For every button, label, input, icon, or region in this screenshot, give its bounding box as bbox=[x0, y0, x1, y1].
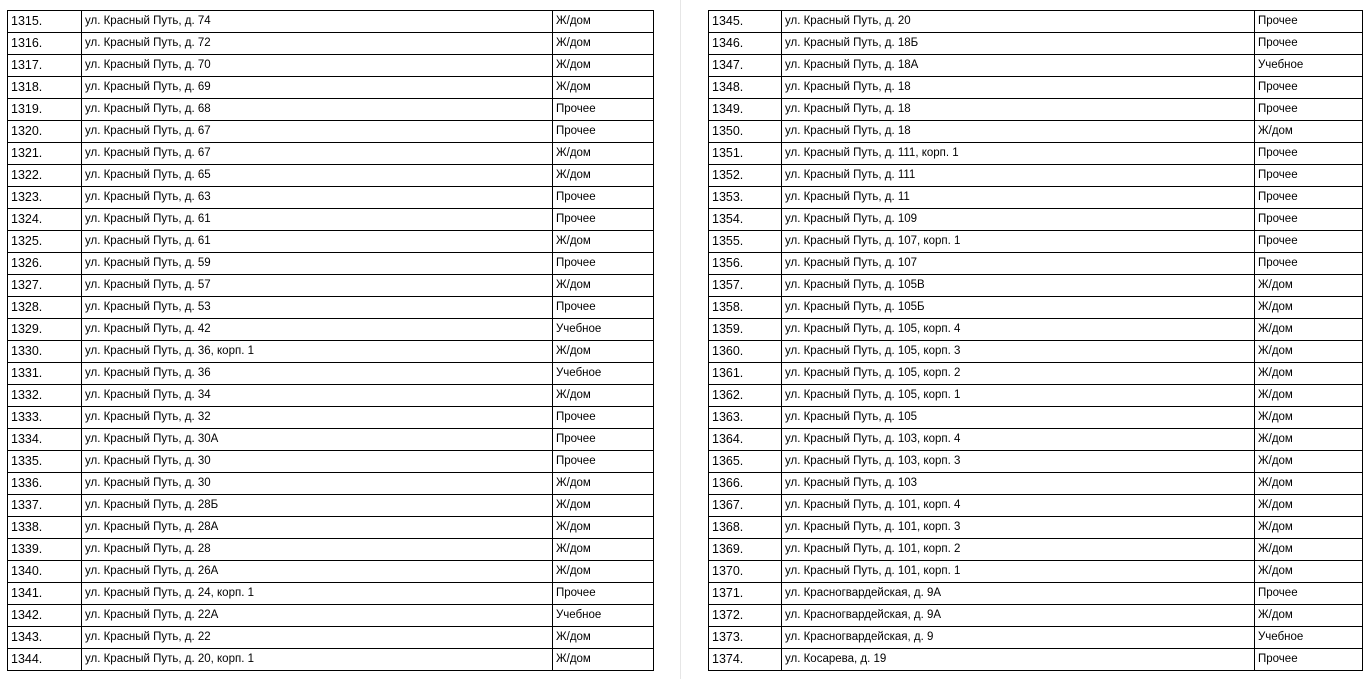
row-number-cell: 1353. bbox=[709, 187, 782, 209]
table-row bbox=[709, 11, 1363, 33]
table-row bbox=[709, 583, 1363, 605]
address-cell: ул. Красный Путь, д. 111, корп. 1 bbox=[782, 143, 1255, 165]
address-cell: ул. Красный Путь, д. 32 bbox=[82, 407, 553, 429]
table-body bbox=[709, 11, 1363, 671]
row-number-cell: 1370. bbox=[709, 561, 782, 583]
address-cell: ул. Красный Путь, д. 107 bbox=[782, 253, 1255, 275]
table-row bbox=[8, 275, 654, 297]
row-number-cell: 1322. bbox=[8, 165, 82, 187]
address-cell: ул. Красный Путь, д. 28Б bbox=[82, 495, 553, 517]
building-type-cell: Ж/дом bbox=[1255, 275, 1363, 297]
table-row bbox=[8, 121, 654, 143]
row-number-cell: 1345. bbox=[709, 11, 782, 33]
table-row bbox=[709, 319, 1363, 341]
address-cell: ул. Красногвардейская, д. 9 bbox=[782, 627, 1255, 649]
table-row bbox=[8, 473, 654, 495]
address-cell: ул. Красный Путь, д. 22 bbox=[82, 627, 553, 649]
building-type-cell: Прочее bbox=[1255, 231, 1363, 253]
row-number-cell: 1356. bbox=[709, 253, 782, 275]
building-type-cell: Прочее bbox=[553, 253, 654, 275]
address-cell: ул. Красный Путь, д. 30А bbox=[82, 429, 553, 451]
address-cell: ул. Красный Путь, д. 63 bbox=[82, 187, 553, 209]
address-cell: ул. Красный Путь, д. 70 bbox=[82, 55, 553, 77]
building-type-cell: Прочее bbox=[1255, 143, 1363, 165]
row-number-cell: 1343. bbox=[8, 627, 82, 649]
building-type-cell: Ж/дом bbox=[553, 561, 654, 583]
address-cell: ул. Красный Путь, д. 105В bbox=[782, 275, 1255, 297]
building-type-cell: Ж/дом bbox=[553, 55, 654, 77]
address-cell: ул. Красный Путь, д. 103 bbox=[782, 473, 1255, 495]
building-type-cell: Ж/дом bbox=[553, 231, 654, 253]
building-type-cell: Прочее bbox=[1255, 583, 1363, 605]
row-number-cell: 1358. bbox=[709, 297, 782, 319]
row-number-cell: 1328. bbox=[8, 297, 82, 319]
address-cell: ул. Красный Путь, д. 24, корп. 1 bbox=[82, 583, 553, 605]
row-number-cell: 1359. bbox=[709, 319, 782, 341]
table-row bbox=[8, 33, 654, 55]
row-number-cell: 1339. bbox=[8, 539, 82, 561]
building-type-cell: Ж/дом bbox=[1255, 363, 1363, 385]
building-type-cell: Ж/дом bbox=[1255, 429, 1363, 451]
row-number-cell: 1316. bbox=[8, 33, 82, 55]
table-row bbox=[709, 385, 1363, 407]
building-type-cell: Ж/дом bbox=[1255, 297, 1363, 319]
building-type-cell: Прочее bbox=[553, 451, 654, 473]
building-type-cell: Ж/дом bbox=[1255, 495, 1363, 517]
table-body bbox=[8, 11, 654, 671]
building-type-cell: Учебное bbox=[553, 605, 654, 627]
table-row bbox=[709, 407, 1363, 429]
row-number-cell: 1340. bbox=[8, 561, 82, 583]
address-cell: ул. Красный Путь, д. 36 bbox=[82, 363, 553, 385]
building-type-cell: Ж/дом bbox=[1255, 473, 1363, 495]
address-cell: ул. Красный Путь, д. 18 bbox=[782, 77, 1255, 99]
row-number-cell: 1341. bbox=[8, 583, 82, 605]
table-row bbox=[709, 539, 1363, 561]
address-cell: ул. Красный Путь, д. 103, корп. 4 bbox=[782, 429, 1255, 451]
row-number-cell: 1330. bbox=[8, 341, 82, 363]
table-row bbox=[709, 429, 1363, 451]
row-number-cell: 1335. bbox=[8, 451, 82, 473]
address-cell: ул. Красный Путь, д. 65 bbox=[82, 165, 553, 187]
address-cell: ул. Красный Путь, д. 105, корп. 3 bbox=[782, 341, 1255, 363]
row-number-cell: 1366. bbox=[709, 473, 782, 495]
building-type-cell: Ж/дом bbox=[1255, 385, 1363, 407]
table-row bbox=[709, 253, 1363, 275]
table-row bbox=[709, 33, 1363, 55]
table-row bbox=[8, 363, 654, 385]
building-type-cell: Ж/дом bbox=[553, 33, 654, 55]
address-cell: ул. Красный Путь, д. 26А bbox=[82, 561, 553, 583]
table-row bbox=[709, 363, 1363, 385]
table-row bbox=[709, 495, 1363, 517]
table-row bbox=[709, 561, 1363, 583]
address-cell: ул. Красный Путь, д. 30 bbox=[82, 451, 553, 473]
building-type-cell: Прочее bbox=[553, 407, 654, 429]
table-row bbox=[8, 385, 654, 407]
table-row bbox=[709, 605, 1363, 627]
table-row bbox=[8, 627, 654, 649]
table-row bbox=[709, 121, 1363, 143]
building-type-cell: Учебное bbox=[1255, 627, 1363, 649]
building-type-cell: Прочее bbox=[1255, 187, 1363, 209]
row-number-cell: 1365. bbox=[709, 451, 782, 473]
table-row bbox=[8, 561, 654, 583]
address-cell: ул. Красный Путь, д. 28 bbox=[82, 539, 553, 561]
row-number-cell: 1362. bbox=[709, 385, 782, 407]
row-number-cell: 1319. bbox=[8, 99, 82, 121]
address-cell: ул. Красный Путь, д. 22А bbox=[82, 605, 553, 627]
address-cell: ул. Красный Путь, д. 105, корп. 2 bbox=[782, 363, 1255, 385]
building-type-cell: Прочее bbox=[1255, 209, 1363, 231]
table-row bbox=[709, 649, 1363, 671]
table-row bbox=[8, 165, 654, 187]
building-type-cell: Прочее bbox=[553, 187, 654, 209]
building-type-cell: Учебное bbox=[553, 363, 654, 385]
building-type-cell: Прочее bbox=[553, 99, 654, 121]
address-cell: ул. Красный Путь, д. 72 bbox=[82, 33, 553, 55]
address-cell: ул. Красный Путь, д. 18А bbox=[782, 55, 1255, 77]
row-number-cell: 1324. bbox=[8, 209, 82, 231]
building-type-cell: Прочее bbox=[1255, 99, 1363, 121]
address-cell: ул. Красный Путь, д. 61 bbox=[82, 209, 553, 231]
address-cell: ул. Красный Путь, д. 53 bbox=[82, 297, 553, 319]
address-cell: ул. Красный Путь, д. 105, корп. 1 bbox=[782, 385, 1255, 407]
address-table-right bbox=[708, 10, 1363, 671]
table-row bbox=[8, 253, 654, 275]
building-type-cell: Прочее bbox=[553, 297, 654, 319]
table-row bbox=[8, 407, 654, 429]
address-cell: ул. Красный Путь, д. 101, корп. 3 bbox=[782, 517, 1255, 539]
row-number-cell: 1361. bbox=[709, 363, 782, 385]
page-separator bbox=[680, 0, 681, 679]
row-number-cell: 1369. bbox=[709, 539, 782, 561]
table-row bbox=[709, 341, 1363, 363]
building-type-cell: Ж/дом bbox=[553, 165, 654, 187]
building-type-cell: Прочее bbox=[1255, 253, 1363, 275]
address-cell: ул. Красный Путь, д. 42 bbox=[82, 319, 553, 341]
table-row bbox=[8, 605, 654, 627]
row-number-cell: 1357. bbox=[709, 275, 782, 297]
row-number-cell: 1372. bbox=[709, 605, 782, 627]
row-number-cell: 1333. bbox=[8, 407, 82, 429]
address-cell: ул. Косарева, д. 19 bbox=[782, 649, 1255, 671]
row-number-cell: 1344. bbox=[8, 649, 82, 671]
building-type-cell: Ж/дом bbox=[553, 143, 654, 165]
building-type-cell: Прочее bbox=[553, 583, 654, 605]
table-row bbox=[8, 451, 654, 473]
address-cell: ул. Красный Путь, д. 20, корп. 1 bbox=[82, 649, 553, 671]
table-row bbox=[709, 297, 1363, 319]
building-type-cell: Прочее bbox=[553, 121, 654, 143]
address-cell: ул. Красный Путь, д. 57 bbox=[82, 275, 553, 297]
row-number-cell: 1374. bbox=[709, 649, 782, 671]
building-type-cell: Ж/дом bbox=[1255, 341, 1363, 363]
row-number-cell: 1334. bbox=[8, 429, 82, 451]
table-row bbox=[8, 539, 654, 561]
table-row bbox=[8, 517, 654, 539]
address-cell: ул. Красный Путь, д. 28А bbox=[82, 517, 553, 539]
row-number-cell: 1373. bbox=[709, 627, 782, 649]
table-row bbox=[709, 517, 1363, 539]
building-type-cell: Ж/дом bbox=[553, 275, 654, 297]
building-type-cell: Ж/дом bbox=[553, 473, 654, 495]
address-cell: ул. Красный Путь, д. 18Б bbox=[782, 33, 1255, 55]
address-cell: ул. Красный Путь, д. 67 bbox=[82, 121, 553, 143]
address-cell: ул. Красный Путь, д. 18 bbox=[782, 121, 1255, 143]
table-row bbox=[8, 297, 654, 319]
building-type-cell: Прочее bbox=[1255, 33, 1363, 55]
building-type-cell: Ж/дом bbox=[1255, 605, 1363, 627]
row-number-cell: 1368. bbox=[709, 517, 782, 539]
address-cell: ул. Красногвардейская, д. 9А bbox=[782, 605, 1255, 627]
address-cell: ул. Красный Путь, д. 111 bbox=[782, 165, 1255, 187]
building-type-cell: Ж/дом bbox=[553, 77, 654, 99]
address-cell: ул. Красный Путь, д. 107, корп. 1 bbox=[782, 231, 1255, 253]
row-number-cell: 1360. bbox=[709, 341, 782, 363]
table-row bbox=[8, 77, 654, 99]
building-type-cell: Прочее bbox=[1255, 11, 1363, 33]
table-row bbox=[709, 627, 1363, 649]
row-number-cell: 1352. bbox=[709, 165, 782, 187]
row-number-cell: 1349. bbox=[709, 99, 782, 121]
table-row bbox=[8, 55, 654, 77]
building-type-cell: Прочее bbox=[1255, 649, 1363, 671]
table-row bbox=[709, 165, 1363, 187]
address-cell: ул. Красный Путь, д. 20 bbox=[782, 11, 1255, 33]
row-number-cell: 1367. bbox=[709, 495, 782, 517]
row-number-cell: 1355. bbox=[709, 231, 782, 253]
row-number-cell: 1329. bbox=[8, 319, 82, 341]
address-cell: ул. Красногвардейская, д. 9А bbox=[782, 583, 1255, 605]
address-cell: ул. Красный Путь, д. 105Б bbox=[782, 297, 1255, 319]
table-row bbox=[709, 473, 1363, 495]
row-number-cell: 1323. bbox=[8, 187, 82, 209]
building-type-cell: Ж/дом bbox=[1255, 121, 1363, 143]
row-number-cell: 1351. bbox=[709, 143, 782, 165]
address-cell: ул. Красный Путь, д. 101, корп. 4 bbox=[782, 495, 1255, 517]
building-type-cell: Ж/дом bbox=[1255, 539, 1363, 561]
row-number-cell: 1315. bbox=[8, 11, 82, 33]
row-number-cell: 1363. bbox=[709, 407, 782, 429]
row-number-cell: 1337. bbox=[8, 495, 82, 517]
table-row bbox=[709, 451, 1363, 473]
building-type-cell: Ж/дом bbox=[1255, 319, 1363, 341]
address-cell: ул. Красный Путь, д. 36, корп. 1 bbox=[82, 341, 553, 363]
row-number-cell: 1331. bbox=[8, 363, 82, 385]
row-number-cell: 1317. bbox=[8, 55, 82, 77]
table-row bbox=[709, 99, 1363, 121]
row-number-cell: 1342. bbox=[8, 605, 82, 627]
building-type-cell: Прочее bbox=[553, 429, 654, 451]
row-number-cell: 1326. bbox=[8, 253, 82, 275]
table-row bbox=[709, 209, 1363, 231]
address-cell: ул. Красный Путь, д. 101, корп. 2 bbox=[782, 539, 1255, 561]
address-cell: ул. Красный Путь, д. 30 bbox=[82, 473, 553, 495]
building-type-cell: Прочее bbox=[1255, 77, 1363, 99]
table-row bbox=[709, 275, 1363, 297]
table-row bbox=[8, 187, 654, 209]
building-type-cell: Ж/дом bbox=[553, 517, 654, 539]
row-number-cell: 1338. bbox=[8, 517, 82, 539]
table-row bbox=[8, 143, 654, 165]
table-row bbox=[8, 649, 654, 671]
address-cell: ул. Красный Путь, д. 105 bbox=[782, 407, 1255, 429]
address-cell: ул. Красный Путь, д. 59 bbox=[82, 253, 553, 275]
building-type-cell: Прочее bbox=[553, 209, 654, 231]
table-row bbox=[8, 319, 654, 341]
address-cell: ул. Красный Путь, д. 11 bbox=[782, 187, 1255, 209]
building-type-cell: Учебное bbox=[553, 319, 654, 341]
table-row bbox=[709, 55, 1363, 77]
table-row bbox=[8, 341, 654, 363]
address-cell: ул. Красный Путь, д. 34 bbox=[82, 385, 553, 407]
building-type-cell: Ж/дом bbox=[1255, 407, 1363, 429]
building-type-cell: Ж/дом bbox=[553, 341, 654, 363]
table-row bbox=[8, 99, 654, 121]
row-number-cell: 1347. bbox=[709, 55, 782, 77]
address-cell: ул. Красный Путь, д. 61 bbox=[82, 231, 553, 253]
table-row bbox=[709, 187, 1363, 209]
building-type-cell: Ж/дом bbox=[1255, 451, 1363, 473]
table-row bbox=[8, 209, 654, 231]
address-cell: ул. Красный Путь, д. 103, корп. 3 bbox=[782, 451, 1255, 473]
row-number-cell: 1320. bbox=[8, 121, 82, 143]
table-row bbox=[8, 583, 654, 605]
building-type-cell: Ж/дом bbox=[553, 649, 654, 671]
row-number-cell: 1318. bbox=[8, 77, 82, 99]
building-type-cell: Ж/дом bbox=[553, 539, 654, 561]
building-type-cell: Учебное bbox=[1255, 55, 1363, 77]
row-number-cell: 1327. bbox=[8, 275, 82, 297]
address-cell: ул. Красный Путь, д. 69 bbox=[82, 77, 553, 99]
table-row bbox=[709, 231, 1363, 253]
address-cell: ул. Красный Путь, д. 67 bbox=[82, 143, 553, 165]
address-cell: ул. Красный Путь, д. 74 bbox=[82, 11, 553, 33]
building-type-cell: Ж/дом bbox=[553, 495, 654, 517]
building-type-cell: Прочее bbox=[1255, 165, 1363, 187]
table-row bbox=[709, 143, 1363, 165]
row-number-cell: 1321. bbox=[8, 143, 82, 165]
row-number-cell: 1350. bbox=[709, 121, 782, 143]
table-row bbox=[8, 429, 654, 451]
building-type-cell: Ж/дом bbox=[553, 627, 654, 649]
address-cell: ул. Красный Путь, д. 18 bbox=[782, 99, 1255, 121]
row-number-cell: 1332. bbox=[8, 385, 82, 407]
building-type-cell: Ж/дом bbox=[553, 385, 654, 407]
row-number-cell: 1354. bbox=[709, 209, 782, 231]
address-cell: ул. Красный Путь, д. 109 bbox=[782, 209, 1255, 231]
address-cell: ул. Красный Путь, д. 68 bbox=[82, 99, 553, 121]
row-number-cell: 1371. bbox=[709, 583, 782, 605]
address-cell: ул. Красный Путь, д. 105, корп. 4 bbox=[782, 319, 1255, 341]
row-number-cell: 1346. bbox=[709, 33, 782, 55]
address-table-left bbox=[7, 10, 654, 671]
table-row bbox=[8, 231, 654, 253]
row-number-cell: 1325. bbox=[8, 231, 82, 253]
building-type-cell: Ж/дом bbox=[1255, 517, 1363, 539]
building-type-cell: Ж/дом bbox=[1255, 561, 1363, 583]
row-number-cell: 1348. bbox=[709, 77, 782, 99]
table-row bbox=[8, 11, 654, 33]
building-type-cell: Ж/дом bbox=[553, 11, 654, 33]
table-row bbox=[709, 77, 1363, 99]
row-number-cell: 1336. bbox=[8, 473, 82, 495]
address-cell: ул. Красный Путь, д. 101, корп. 1 bbox=[782, 561, 1255, 583]
table-row bbox=[8, 495, 654, 517]
row-number-cell: 1364. bbox=[709, 429, 782, 451]
